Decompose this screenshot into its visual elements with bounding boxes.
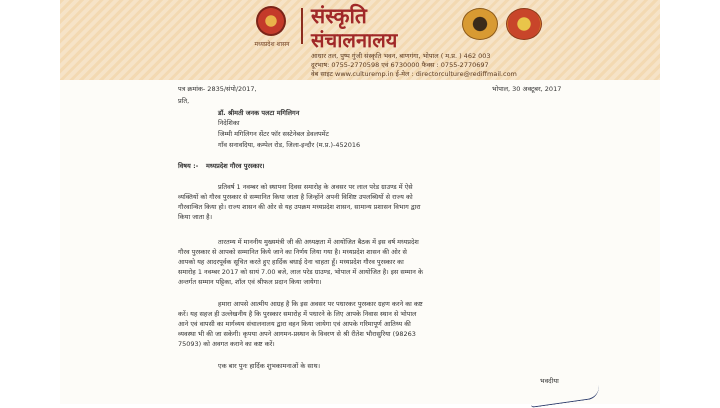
paragraph-line: गौरवान्वित किया हो। राज्य शासन की ओर से यह उपक्रम मध्यप्रदेश शासन, सामान्य प्रशासन विभाग द्वारा (178, 203, 421, 211)
paragraph-line: अन्तर्गत सम्मान पट्टिका, शॉल एवं श्रीफल प्रदान किया जायेगा। (178, 278, 322, 286)
culture-logo-icon (506, 8, 542, 40)
prati-label: प्रति, (178, 97, 190, 105)
paragraph-line: आने एवं वापसी का मार्गव्यय संचालनालय द्वारा वहन किया जायेगा एवं आपके गरिमापूर्ण आतिथ्य की (178, 320, 411, 328)
paragraph-line: व्यक्तियों को गौरव पुरस्कार से सम्मानित किया जाता है जिन्होंने अपनी विशिष्ट उपलब्धियों से राज्य को (178, 193, 413, 201)
letterhead-divider (301, 8, 303, 44)
letterhead (60, 0, 660, 80)
paragraph-line: व्यवस्था भी की जा सकेगी। कृपया अपने आगमन-प्रस्थान के विवरण से श्री रीतेश भौरासुरिया (98263 (178, 330, 416, 338)
paragraph-line: आपको यह आदरपूर्वक सूचित करते हुए हार्दिक बधाई देना चाहता हूँ। मध्यप्रदेश गौरव पुरस्कार का (178, 258, 404, 266)
paragraph-line: किया जाता है। (178, 213, 213, 221)
paragraph-line: हमारा आपसे आत्मीय आग्रह है कि इस अवसर पर पधारकर पुरस्कार ग्रहण करने का कष्ट (218, 300, 423, 308)
letterhead-title-line1: संस्कृति (311, 4, 367, 28)
paragraph-line: एक बार पुनः हार्दिक शुभकामनाओं के साथ। (218, 362, 321, 370)
addressee-designation: निदेशिका (218, 119, 240, 127)
letter-page (60, 0, 660, 404)
phone-line: दूरभाष: 0755-2770598 एवं 6730000 फैक्स : 0755-2770697 (311, 61, 489, 69)
ref-number: पत्र क्रमांक- 2835/संपो/2017, (178, 85, 257, 93)
addressee-address: गाँव सनावदिया, कम्पेल रोड, जिला-इन्दौर (म.प्र.)-452016 (218, 141, 361, 149)
paragraph-line: करें। यह सहज ही उल्लेखनीय है कि पुरस्कार समारोह में पधारने के लिए आपके निवास स्थान से भोपाल (178, 310, 417, 318)
state-emblem-icon (256, 6, 286, 36)
subject-label: विषय :- (178, 162, 199, 170)
letterhead-title-line2: संचालनालय (311, 28, 398, 52)
signature-icon (529, 385, 600, 408)
paragraph-line: समारोह 1 नवम्बर 2017 को सायं 7.00 बजे, लाल परेड ग्राउण्ड, भोपाल में आयोजित है। इस सम्मान के (178, 268, 423, 276)
state-label: मध्यप्रदेश शासन (254, 41, 290, 48)
closing-text: भवदीया (540, 377, 559, 385)
portrait-logo-icon (462, 8, 498, 40)
letter-date: भोपाल, 30 अक्टूबर, 2017 (492, 85, 562, 93)
paragraph-line: गौरव पुरस्कार से आपको सम्मानित किये जाने का निर्णय लिया गया है। मध्यप्रदेश शासन की ओर से (178, 248, 407, 256)
addressee-org: जिम्मी मगिलिगन सेंटर फॉर सस्टेनेबल डेवलपमेंट (218, 130, 329, 138)
paragraph-line: प्रतिवर्ष 1 नवम्बर को स्थापना दिवस समारोह के अवसर पर लाल परेड ग्राउण्ड में ऐसे (218, 183, 413, 191)
addressee-name: डॉ. श्रीमती जनक पलटा मगिलिगन (218, 109, 300, 117)
address-line: आधार तल, पुष्प गुंजी संस्कृति भवन, बाणगंगा, भोपाल ( म.प्र. ) 462 003 (311, 52, 491, 60)
web-email-line: वेब साइट www.culturemp.in ई-मेल : directorculture@rediffmail.com (311, 70, 517, 78)
paragraph-line: तारतम्य में माननीय मुख्यमंत्री जी की अध्यक्षता में आयोजित बैठक में इस वर्ष मध्यप्रदेश (218, 238, 419, 246)
subject-text: मध्यप्रदेश गौरव पुरस्कार। (206, 162, 265, 170)
paragraph-line: 75093) को अवगत कराने का कष्ट करें। (178, 340, 275, 348)
